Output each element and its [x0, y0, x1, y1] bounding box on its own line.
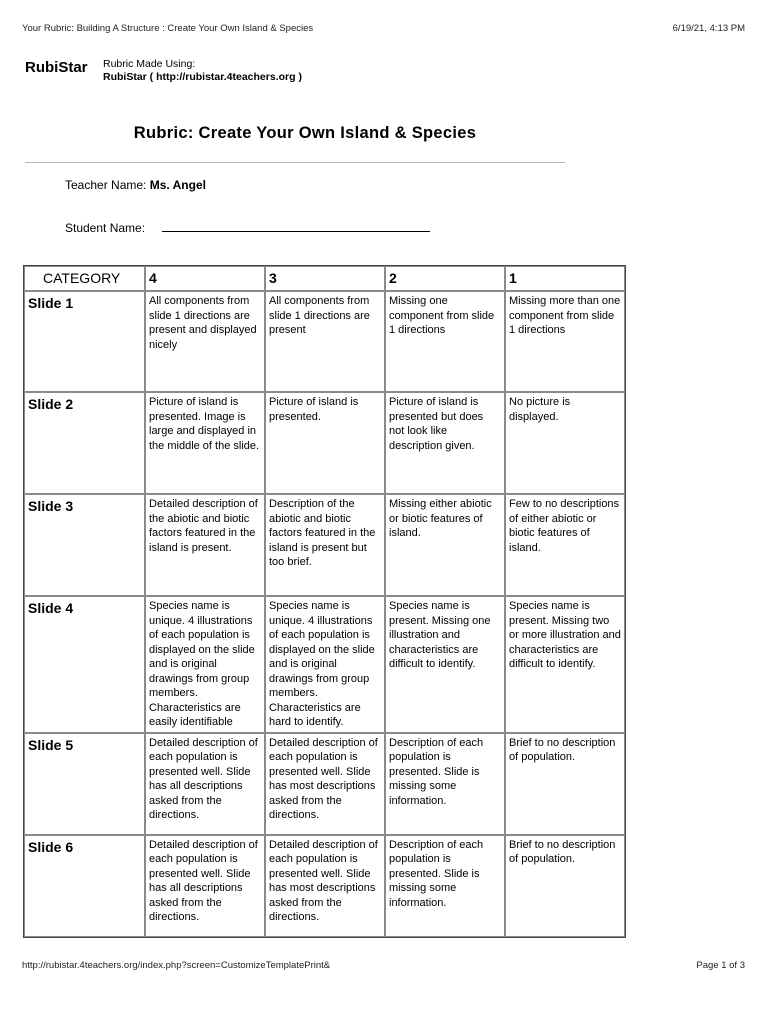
brand-logo-text: RubiStar: [25, 59, 88, 76]
table-cell: Detailed description of each population is presented well. Slide has most descriptions asked from the directions.: [265, 733, 385, 835]
made-using-label: Rubric Made Using:: [103, 58, 196, 70]
divider: [25, 162, 565, 163]
table-row: [24, 596, 625, 733]
table-cell: Description of each population is presented. Slide is missing some information.: [385, 733, 505, 835]
table-cell: Description of each population is presented. Slide is missing some information.: [385, 835, 505, 937]
rubistar-link[interactable]: RubiStar ( http://rubistar.4teachers.org ): [103, 71, 302, 83]
table-cell: Detailed description of the abiotic and biotic factors featured in the island is present.: [145, 494, 265, 596]
row-category: Slide 2: [24, 392, 145, 494]
table-cell: Few to no descriptions of either abiotic or biotic features of island.: [505, 494, 625, 596]
table-cell: No picture is displayed.: [505, 392, 625, 494]
table-row: [24, 494, 625, 596]
table-row: [24, 291, 625, 392]
table-cell: Missing more than one component from slide 1 directions: [505, 291, 625, 392]
row-category: Slide 5: [24, 733, 145, 835]
teacher-name-label: Teacher Name:: [65, 178, 147, 192]
table-cell: Detailed description of each population is presented well. Slide has all descriptions asked from the directions.: [145, 835, 265, 937]
table-header-row: [24, 266, 625, 291]
made-using-block: [103, 58, 302, 84]
table-cell: Species name is present. Missing one illustration and characteristics are difficult to identify.: [385, 596, 505, 733]
column-header-score-2: 2: [385, 266, 505, 291]
column-header-score-4: 4: [145, 266, 265, 291]
table-cell: All components from slide 1 directions are present and displayed nicely: [145, 291, 265, 392]
column-header-category: CATEGORY: [24, 266, 145, 291]
table-cell: Picture of island is presented but does not look like description given.: [385, 392, 505, 494]
student-name-blank-line: [162, 231, 430, 232]
teacher-name-value: Ms. Angel: [149, 178, 206, 192]
table-cell: Description of the abiotic and biotic factors featured in the island is present but too brief.: [265, 494, 385, 596]
print-header-datetime: 6/19/21, 4:13 PM: [672, 23, 745, 34]
table-cell: Species name is present. Missing two or more illustration and characteristics are difficult to identify.: [505, 596, 625, 733]
row-category: Slide 6: [24, 835, 145, 937]
page-title: Rubric: Create Your Own Island & Species: [133, 124, 477, 142]
table-cell: Detailed description of each population is presented well. Slide has most descriptions asked from the directions.: [265, 835, 385, 937]
rubric-table: [23, 265, 626, 938]
table-cell: Brief to no description of population.: [505, 733, 625, 835]
table-cell: Missing either abiotic or biotic features of island.: [385, 494, 505, 596]
table-cell: Picture of island is presented.: [265, 392, 385, 494]
table-cell: Detailed description of each population is presented well. Slide has all descriptions asked from the directions.: [145, 733, 265, 835]
row-category: Slide 4: [24, 596, 145, 733]
print-footer-page-number: Page 1 of 3: [696, 960, 745, 971]
table-row: [24, 835, 625, 937]
teacher-name-row: [65, 178, 206, 192]
row-category: Slide 3: [24, 494, 145, 596]
table-cell: Brief to no description of population.: [505, 835, 625, 937]
column-header-score-1: 1: [505, 266, 625, 291]
table-cell: Species name is unique. 4 illustrations of each population is displayed on the slide and is original drawings from group members. Characteristics are easily identifiable: [145, 596, 265, 733]
table-row: [24, 392, 625, 494]
table-cell: All components from slide 1 directions are present: [265, 291, 385, 392]
table-cell: Missing one component from slide 1 directions: [385, 291, 505, 392]
student-name-label: Student Name:: [65, 221, 146, 235]
table-cell: Picture of island is presented. Image is large and displayed in the middle of the slide.: [145, 392, 265, 494]
table-cell: Species name is unique. 4 illustrations of each population is displayed on the slide and is original drawings from group members. Characteristics are hard to identify.: [265, 596, 385, 733]
print-header-title: Your Rubric: Building A Structure : Create Your Own Island & Species: [22, 23, 314, 34]
row-category: Slide 1: [24, 291, 145, 392]
print-footer-url: http://rubistar.4teachers.org/index.php?screen=CustomizeTemplatePrint&: [22, 960, 331, 971]
table-row: [24, 733, 625, 835]
column-header-score-3: 3: [265, 266, 385, 291]
